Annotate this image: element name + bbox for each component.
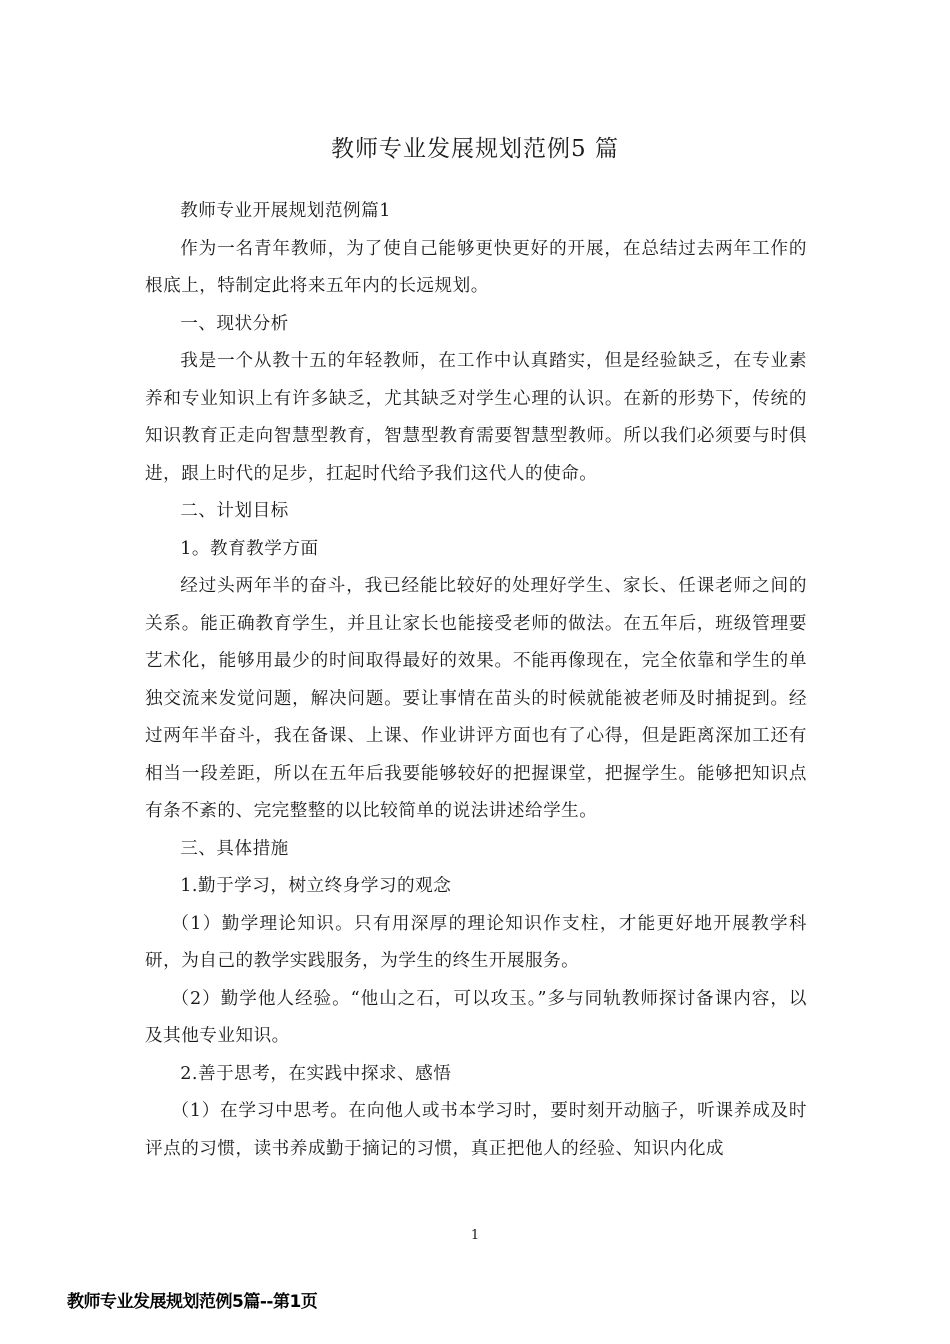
section-heading: 教师专业开展规划范例篇1: [180, 201, 391, 221]
page-number: 1: [470, 1228, 480, 1243]
paragraph: 我是一个从教十五的年轻教师，在工作中认真踏实，但是经验缺乏，在专业素养和专业知识上有许多缺乏，尤其缺乏对学生心理的认识。在新的形势下，传统的知识教育正走向智慧型教育，智慧型教育需要智慧型教师。所以我们必须要与时俱进，跟上时代的足步，扛起时代给予我们这代人的使命。: [145, 351, 807, 484]
page-footer: 教师专业发展规划范例5篇--第1页: [67, 1292, 318, 1312]
subsection-heading: 1。教育教学方面: [180, 538, 319, 559]
document-body: [145, 193, 807, 1168]
list-item: （2）勤学他人经验。“他山之石，可以攻玉。”多与同轨教师探讨备课内容，以及其他专业知识。: [145, 988, 807, 1046]
paragraph: 经过头两年半的奋斗，我已经能比较好的处理好学生、家长、任课老师之间的关系。能正确教育学生，并且让家长也能接受老师的做法。在五年后，班级管理要艺术化，能够用最少的时间取得最好的效果。不能再像现在，完全依靠和学生的单独交流来发觉问题，解决问题。要让事情在苗头的时候就能被老师及时捕捉到。经过两年半奋斗，我在备课、上课、作业讲评方面也有了心得，但是距离深加工还有相当一段差距，所以在五年后我要能够较好的把握课堂，把握学生。能够把知识点有条不紊的、完完整整的以比较简单的说法讲述给学生。: [145, 576, 807, 821]
list-item: （1）在学习中思考。在向他人或书本学习时，要时刻开动脑子，听课养成及时评点的习惯，读书养成勤于摘记的习惯，真正把他人的经验、知识内化成: [145, 1101, 807, 1159]
document-title: 教师专业发展规划范例5 篇: [331, 136, 619, 162]
section-heading: 一、现状分析: [180, 313, 289, 334]
list-item: （1）勤学理论知识。只有用深厚的理论知识作支柱，才能更好地开展教学科研，为自己的教学实践服务，为学生的终生开展服务。: [145, 913, 807, 971]
section-heading: 二、计划目标: [180, 501, 289, 521]
subsection-heading: 1.勤于学习，树立终身学习的观念: [180, 876, 452, 896]
section-heading: 三、具体措施: [180, 838, 289, 859]
subsection-heading: 2.善于思考，在实践中探求、感悟: [180, 1063, 452, 1084]
paragraph: 作为一名青年教师，为了使自己能够更快更好的开展，在总结过去两年工作的根底上，特制定此将来五年内的长远规划。: [145, 238, 807, 296]
